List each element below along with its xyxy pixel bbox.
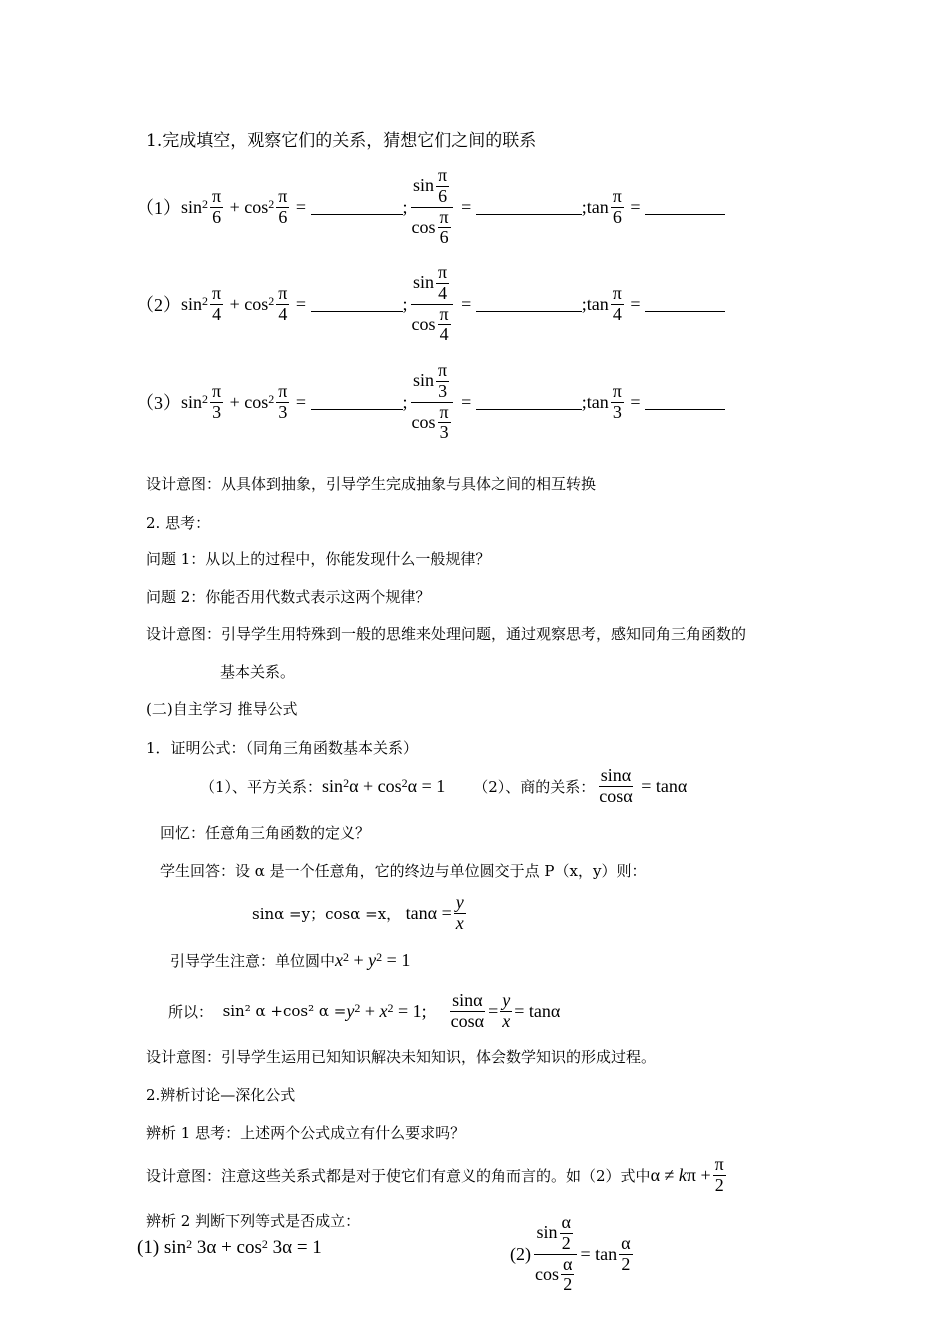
fill-row: （1） $\sin^2$ $\frac{\pi}{6}$ + $\cos^2$ $\frac{\pi}{6}$ = ; sin $\frac{\pi}{6}$ cos $\frac{\pi}{6}$ = ;tan $\frac{\pi}{6}$ = — [136, 163, 725, 251]
formula-line — [200, 762, 687, 810]
fill-row: （2） $\sin^2$ $\frac{\pi}{4}$ + $\cos^2$ $\frac{\pi}{4}$ = ; sin $\frac{\pi}{4}$ cos $\frac{\pi}{4}$ = ;tan $\frac{\pi}{4}$ = — [136, 260, 725, 348]
answer-blank[interactable] — [311, 297, 403, 312]
design-intent-2: 设计意图：引导学生用特殊到一般的思维来处理问题，通过观察思考，感知同角三角函数的 — [146, 625, 747, 643]
design-intent-4: 设计意图：注意这些关系式都是对于使它们有意义的角而言的。如（2）式中 α ≠ k π + $\frac{\pi}{2}$ — [146, 1153, 724, 1195]
think-title: 2. 思考： — [146, 514, 211, 532]
student-answer: 学生回答：设 α 是一个任意角，它的终边与单位圆交于点 P（x，y）则： — [160, 862, 647, 880]
example-1: (1) $\sin^2 3\alpha + \cos^2 3\alpha = 1$ — [137, 1237, 322, 1258]
answer-blank[interactable] — [311, 200, 403, 215]
answer-blank[interactable] — [476, 200, 582, 215]
square-relation: $\sin^2\alpha + \cos^2\alpha = 1$ — [322, 775, 446, 796]
row-label: （3） — [136, 393, 181, 413]
prove-title: 1．证明公式：（同角三角函数基本关系） — [146, 739, 419, 757]
unit-circle-note: 引导学生注意：单位圆中 $x^2 + y^2 = 1$ — [170, 950, 411, 970]
question-1: 问题 1：从以上的过程中，你能发现什么一般规律？ — [146, 550, 491, 568]
recall-question: 回忆：任意角三角函数的定义？ — [160, 824, 371, 842]
design-intent-3: 设计意图：引导学生运用已知知识解决未知知识，体会数学知识的形成过程。 — [146, 1048, 657, 1066]
answer-blank[interactable] — [645, 395, 725, 410]
design-intent-2-cont: 基本关系。 — [220, 663, 296, 681]
row-label: （2） — [136, 295, 181, 315]
discuss-1: 辨析 1 思考：上述两个公式成立有什么要求吗？ — [146, 1124, 466, 1142]
design-intent-1: 设计意图：从具体到抽象，引导学生完成抽象与具体之间的相互转换 — [146, 475, 597, 493]
section-title: (二)自主学习 推导公式 — [146, 700, 298, 718]
discuss-title: 2.辨析讨论—深化公式 — [146, 1086, 296, 1104]
fill-row: （3） $\sin^2$ $\frac{\pi}{3}$ + $\cos^2$ $\frac{\pi}{3}$ = ; sin $\frac{\pi}{3}$ cos $\frac{\pi}{3}$ = ;tan $\frac{\pi}{3}$ = — [136, 358, 725, 446]
formula1-label: （1）、平方关系： — [200, 777, 323, 796]
therefore-line: 所以： sin² α +cos² α = $y^2 + x^2 = 1$; $\frac{\sin\alpha}{\cos\alpha}$ = $\frac{y}{x}$ = tan α — [168, 989, 561, 1031]
question-2: 问题 2：你能否用代数式表示这两个规律？ — [146, 588, 431, 606]
quotient-relation: $\frac{\sin\alpha}{\cos\alpha}$ = tan α — [599, 764, 688, 806]
definition-line: sinα =y；cosα =x， tan α = $\frac{y}{x}$ — [252, 891, 464, 933]
formula2-label: （2）、商的关系： — [473, 777, 596, 796]
discuss-2: 辨析 2 判断下列等式是否成立： — [146, 1212, 361, 1230]
answer-blank[interactable] — [645, 297, 725, 312]
example-2: (2) sin $\frac{\alpha}{2}$ cos $\frac{\alpha}{2}$ = tan $\frac{\alpha}{2}$ — [510, 1211, 631, 1295]
exercise-heading: 1.完成填空，观察它们的关系，猜想它们之间的联系 — [146, 131, 537, 151]
answer-blank[interactable] — [476, 297, 582, 312]
answer-blank[interactable] — [311, 395, 403, 410]
row-label: （1） — [136, 198, 181, 218]
answer-blank[interactable] — [645, 200, 725, 215]
answer-blank[interactable] — [476, 395, 582, 410]
